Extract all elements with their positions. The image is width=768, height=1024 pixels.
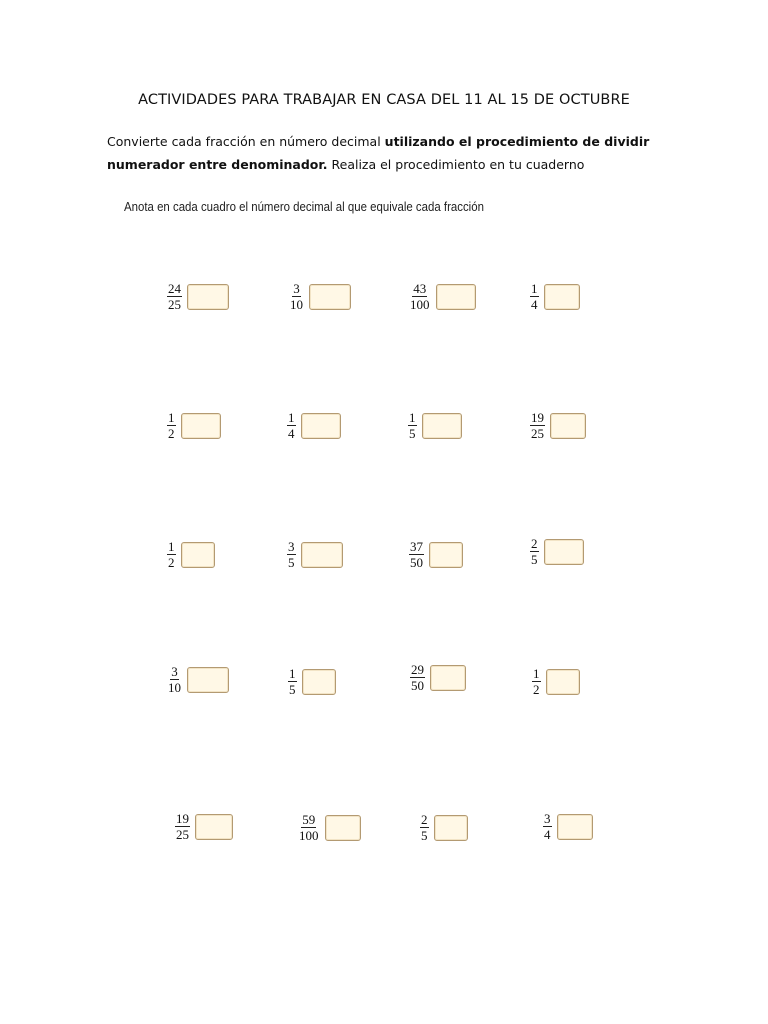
answer-box[interactable] xyxy=(422,413,462,439)
denominator: 10 xyxy=(290,297,303,312)
denominator: 100 xyxy=(410,297,430,312)
fraction xyxy=(287,411,296,440)
fraction xyxy=(408,411,417,440)
denominator: 50 xyxy=(410,555,423,570)
fraction-item xyxy=(167,282,229,311)
fraction xyxy=(530,411,545,440)
fraction xyxy=(543,812,552,841)
denominator: 2 xyxy=(533,682,540,697)
fraction xyxy=(298,813,320,842)
answer-box[interactable] xyxy=(187,667,229,693)
fraction xyxy=(409,540,424,569)
answer-box[interactable] xyxy=(325,815,361,841)
numerator: 1 xyxy=(533,666,540,681)
fraction-item xyxy=(287,411,341,440)
instructions-bold: utilizando el procedimiento de dividir numerador entre denominador. xyxy=(107,134,650,172)
answer-box[interactable] xyxy=(181,542,215,568)
page-title: ACTIVIDADES PARA TRABAJAR EN CASA DEL 11 AL 15 DE OCTUBRE xyxy=(138,92,630,108)
denominator: 5 xyxy=(409,426,416,441)
answer-box[interactable] xyxy=(557,814,593,840)
answer-box[interactable] xyxy=(434,815,468,841)
fraction xyxy=(167,540,176,569)
fraction-item xyxy=(408,411,462,440)
denominator: 5 xyxy=(421,828,428,843)
fraction-item xyxy=(530,282,580,311)
fraction-item xyxy=(409,282,476,311)
numerator: 3 xyxy=(544,811,551,826)
fraction-item xyxy=(167,540,215,569)
denominator: 10 xyxy=(168,680,181,695)
fraction-item xyxy=(287,540,343,569)
fraction xyxy=(288,667,297,696)
answer-box[interactable] xyxy=(301,413,341,439)
denominator: 100 xyxy=(299,828,319,843)
numerator: 2 xyxy=(421,812,428,827)
fraction-item xyxy=(167,665,229,694)
fraction-item xyxy=(410,663,466,692)
numerator: 19 xyxy=(531,410,544,425)
numerator: 19 xyxy=(176,811,189,826)
numerator: 1 xyxy=(409,410,416,425)
fraction xyxy=(287,540,296,569)
fraction xyxy=(175,812,190,841)
fraction-item xyxy=(288,667,336,696)
answer-box[interactable] xyxy=(430,665,466,691)
answer-box[interactable] xyxy=(544,539,584,565)
numerator: 1 xyxy=(168,539,175,554)
fraction-item xyxy=(543,812,593,841)
fraction xyxy=(532,667,541,696)
fraction-item xyxy=(530,537,584,566)
fraction xyxy=(167,665,182,694)
answer-box[interactable] xyxy=(187,284,229,310)
denominator: 25 xyxy=(168,297,181,312)
answer-box[interactable] xyxy=(550,413,586,439)
fraction-item xyxy=(289,282,351,311)
numerator: 37 xyxy=(410,539,423,554)
answer-box[interactable] xyxy=(302,669,336,695)
numerator: 3 xyxy=(288,539,295,554)
fraction xyxy=(167,411,176,440)
fraction-item xyxy=(532,667,580,696)
denominator: 25 xyxy=(176,827,189,842)
instructions-text-end: Realiza el procedimiento en tu cuaderno xyxy=(327,157,585,172)
fraction-item xyxy=(409,540,463,569)
answer-box[interactable] xyxy=(546,669,580,695)
numerator: 1 xyxy=(531,281,538,296)
fraction-item xyxy=(420,813,468,842)
denominator: 50 xyxy=(411,678,424,693)
exercise-subtitle: Anota en cada cuadro el número decimal al que equivale cada fracción xyxy=(124,199,484,214)
instructions-text: Convierte cada fracción en número decimal xyxy=(107,134,385,149)
numerator: 3 xyxy=(293,281,300,296)
numerator: 24 xyxy=(168,281,181,296)
answer-box[interactable] xyxy=(309,284,351,310)
answer-box[interactable] xyxy=(429,542,463,568)
fraction xyxy=(530,537,539,566)
answer-box[interactable] xyxy=(436,284,476,310)
answer-box[interactable] xyxy=(301,542,343,568)
fraction xyxy=(420,813,429,842)
numerator: 2 xyxy=(531,536,538,551)
numerator: 1 xyxy=(168,410,175,425)
fraction xyxy=(530,282,539,311)
denominator: 5 xyxy=(289,682,296,697)
denominator: 4 xyxy=(288,426,295,441)
numerator: 3 xyxy=(171,664,178,679)
numerator: 43 xyxy=(413,281,427,296)
instructions xyxy=(107,130,667,176)
fraction-item xyxy=(167,411,221,440)
denominator: 2 xyxy=(168,555,175,570)
fraction xyxy=(289,282,304,311)
numerator: 29 xyxy=(411,662,424,677)
numerator: 59 xyxy=(302,812,316,827)
denominator: 25 xyxy=(531,426,544,441)
fraction-item xyxy=(298,813,361,842)
denominator: 4 xyxy=(531,297,538,312)
numerator: 1 xyxy=(288,410,295,425)
fraction xyxy=(409,282,431,311)
fraction xyxy=(167,282,182,311)
numerator: 1 xyxy=(289,666,296,681)
denominator: 2 xyxy=(168,426,175,441)
denominator: 5 xyxy=(288,555,295,570)
fraction-item xyxy=(175,812,233,841)
answer-box[interactable] xyxy=(544,284,580,310)
denominator: 5 xyxy=(531,552,538,567)
fraction xyxy=(410,663,425,692)
denominator: 4 xyxy=(544,827,551,842)
answer-box[interactable] xyxy=(181,413,221,439)
fraction-item xyxy=(530,411,586,440)
answer-box[interactable] xyxy=(195,814,233,840)
